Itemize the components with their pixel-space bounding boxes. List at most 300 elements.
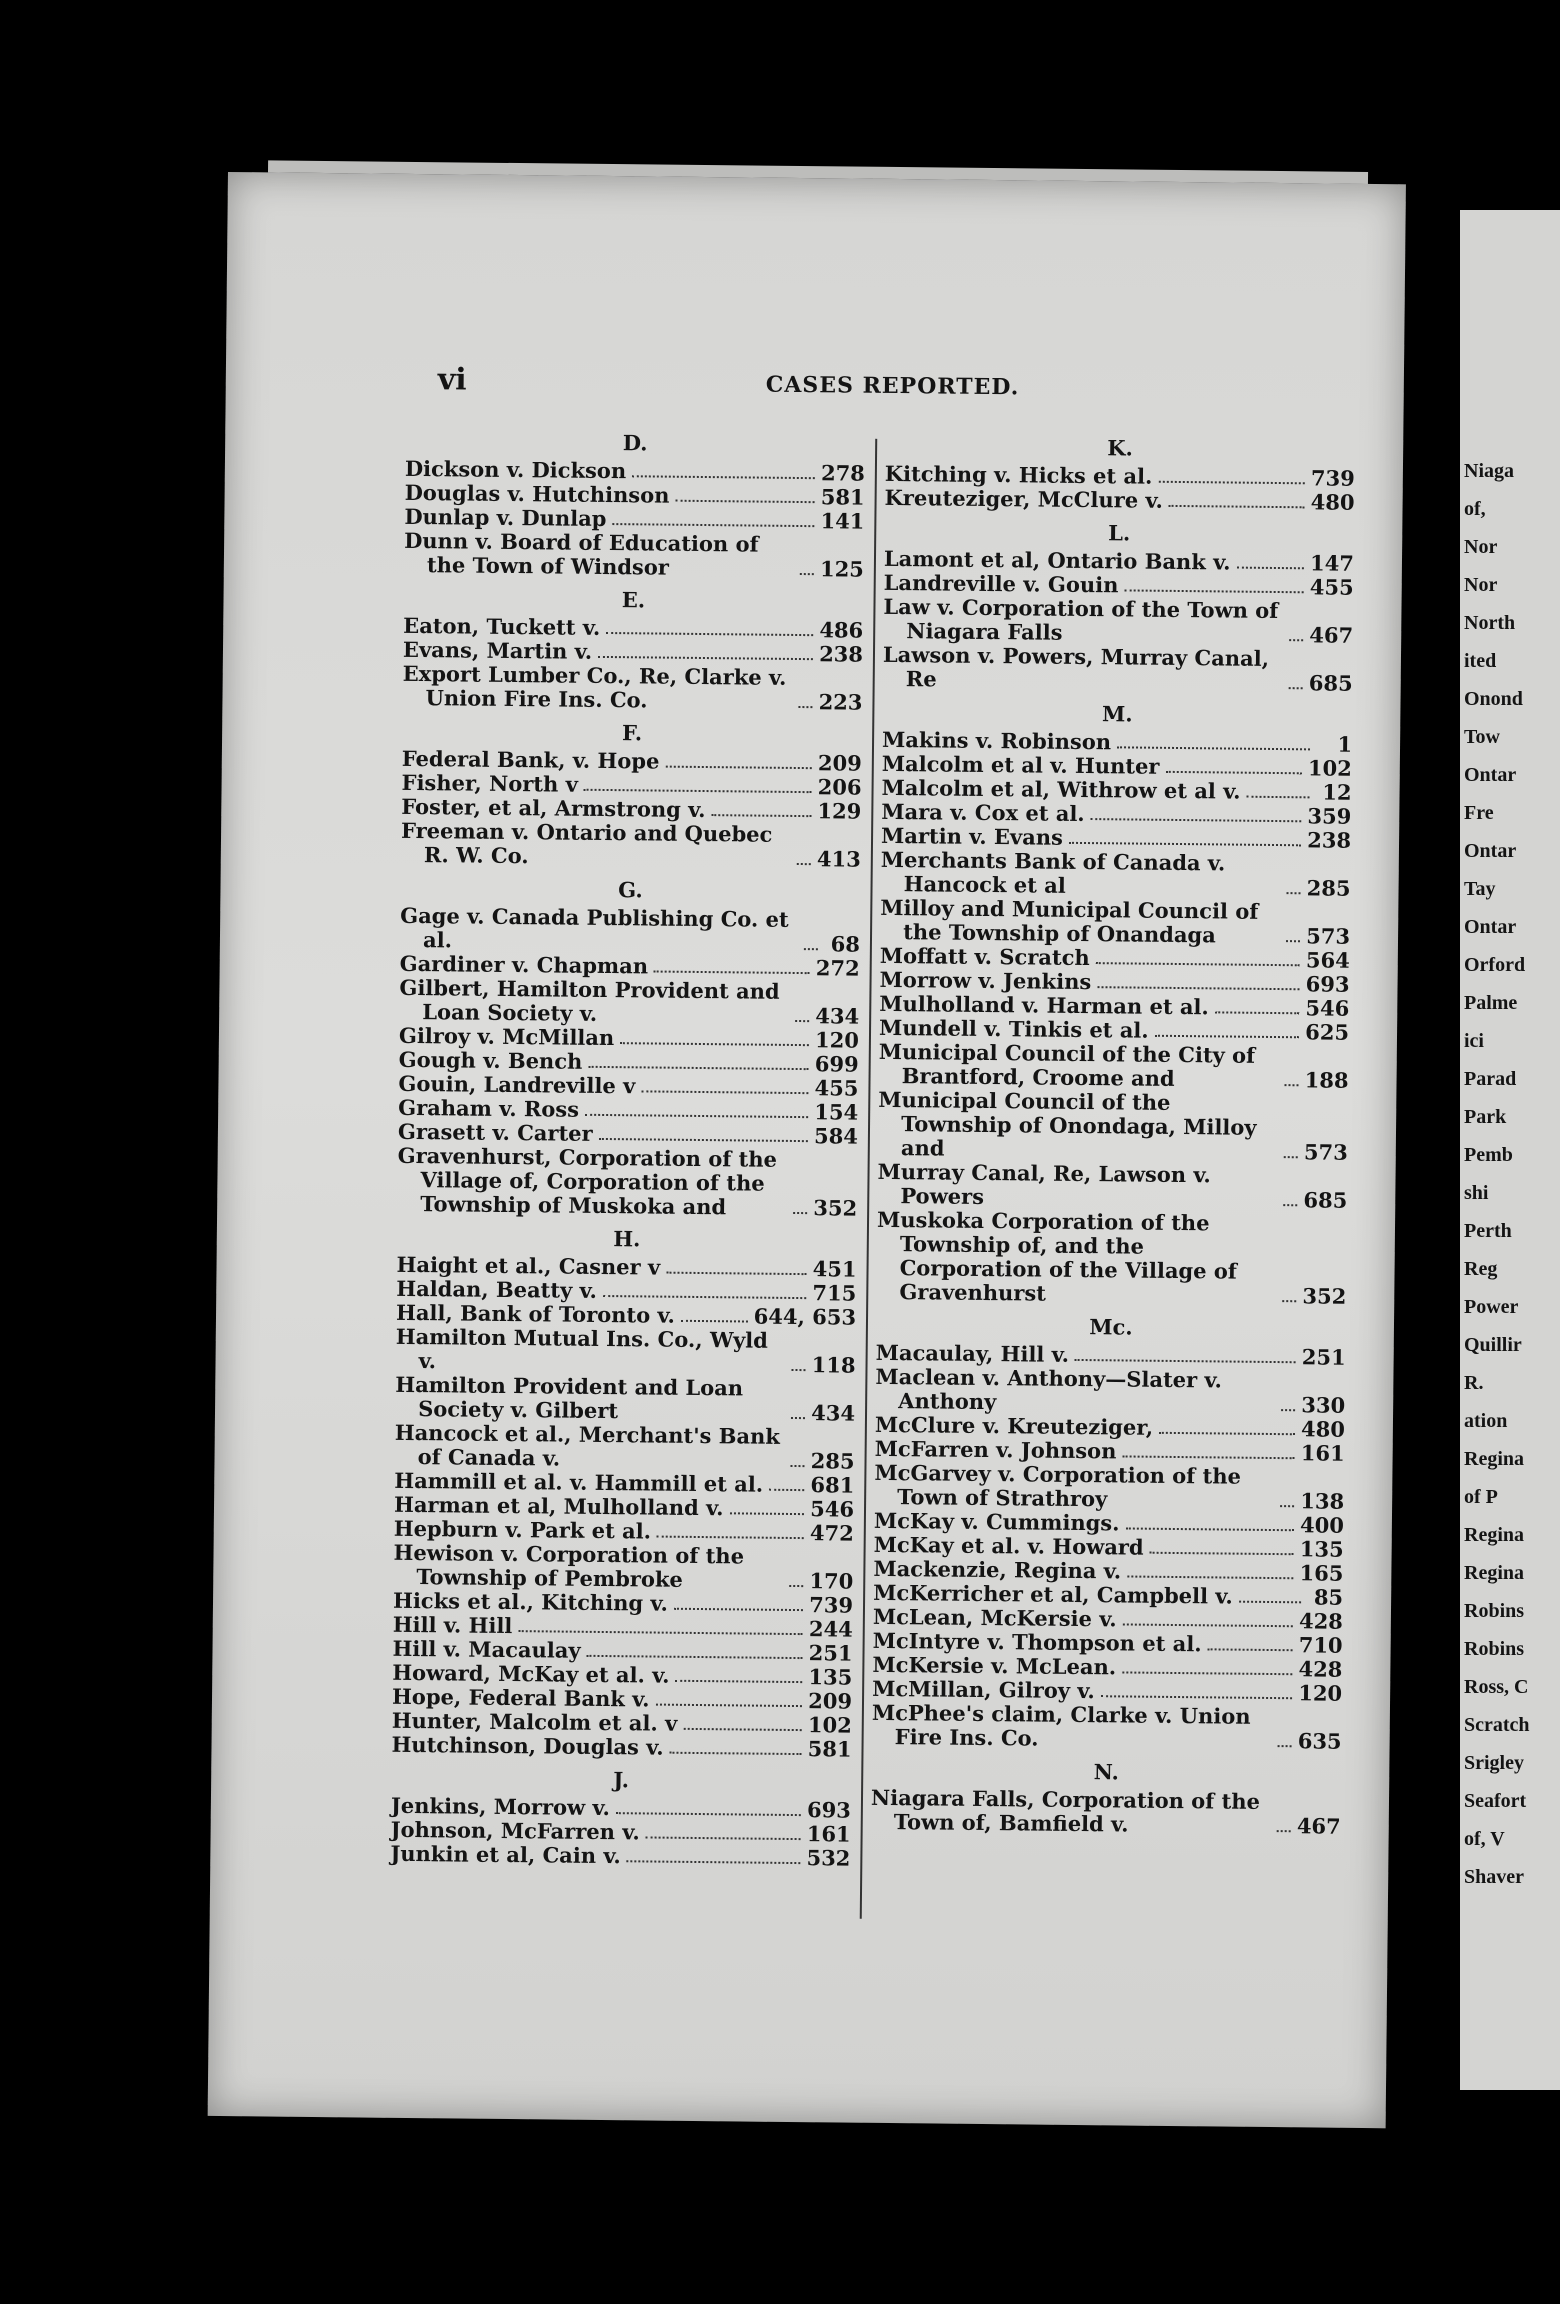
page-header [226,360,1404,412]
dot-leader [1236,567,1304,570]
adjacent-page-text: Ross, C [1464,1676,1529,1698]
case-name: Martin v. Evans [880,822,1064,850]
page-number: 251 [808,1640,853,1666]
page-number: 413 [816,846,861,872]
case-name: Kreuteziger, McClure v. [884,484,1163,513]
page-number: 693 [1305,971,1350,997]
case-name: Murray Canal, Re, Lawson v. Powers [877,1158,1211,1209]
adjacent-page-text: Reg [1464,1258,1498,1280]
section-letter: E. [621,587,646,613]
case-name: Law v. Corporation of the Town of Niagara Falls [883,593,1279,645]
case-entry [401,819,861,872]
page-number: 170 [809,1568,854,1594]
case-name: Mackenzie, Regina v. [873,1555,1122,1584]
adjacent-page-text: ici [1464,1030,1484,1052]
case-entry [874,1461,1344,1514]
page-number: 434 [815,1003,860,1029]
adjacent-page-text: Ontar [1464,764,1517,786]
dot-leader [606,632,813,636]
page-number: 644, 653 [753,1303,857,1330]
page-number: 685 [1308,670,1353,696]
dot-leader [791,1465,805,1467]
case-name: McIntyre v. Thompson et al. [872,1627,1202,1657]
section-letter: D. [622,430,648,456]
section-letter: G. [618,877,643,903]
dot-leader [1125,1527,1294,1531]
case-name: Mulholland v. Harman et al. [879,990,1209,1020]
case-entry [404,529,864,582]
page-number: 546 [1305,995,1350,1021]
adjacent-page-text: Power [1464,1296,1519,1318]
adjacent-page-text: North [1464,612,1516,634]
case-name: Gage v. Canada Publishing Co. et al. [400,902,789,953]
adjacent-page-text: Scratch [1464,1714,1530,1736]
dot-leader [1124,589,1303,593]
page-number: 581 [820,484,865,510]
case-name: Gouin, Landreville v [398,1070,636,1099]
case-name: Junkin et al, Cain v. [390,1840,621,1869]
adjacent-page-text: Regina [1464,1562,1524,1584]
section-letter: L. [1108,520,1131,546]
dot-leader [1122,1671,1292,1675]
index-section [884,433,1355,515]
dot-leader [585,1114,808,1118]
adjacent-page-text: Perth [1464,1220,1512,1242]
left-column [390,422,865,1879]
dot-leader [598,656,813,660]
page-number: 238 [1307,827,1352,853]
page-number: 161 [806,1821,851,1847]
case-name: Hutchinson, Douglas v. [391,1731,664,1760]
case-name: Lamont et al, Ontario Bank v. [883,545,1231,575]
case-name: Gilroy v. McMillan [398,1022,615,1051]
section-letter: J. [613,1767,630,1793]
page-number: 428 [1298,1608,1344,1634]
dot-leader [616,1812,801,1816]
case-name: Hope, Federal Bank v. [391,1683,650,1712]
case-name: McKerricher et al, Campbell v. [873,1579,1233,1609]
case-name: Gardiner v. Chapman [399,950,649,979]
dot-leader [676,1680,803,1683]
index-section [871,1757,1342,1839]
case-name: Hill v. Macaulay [392,1635,581,1663]
case-entry [878,1088,1349,1165]
dot-leader [632,475,815,479]
page-number: 480 [1310,489,1355,515]
page-number: 141 [820,508,865,534]
adjacent-page-text: Park [1464,1106,1507,1128]
page-number: 685 [1303,1187,1348,1213]
case-entry [883,643,1353,696]
page-number: 699 [814,1051,859,1077]
page-folio: vi [437,362,467,398]
case-name: Municipal Council of the Township of Onondaga, Milloy and [878,1086,1257,1161]
dot-leader [612,523,814,527]
index-section [883,518,1355,696]
page-number: 147 [1309,550,1355,576]
page-number: 154 [814,1099,859,1125]
dot-leader [1101,1695,1293,1699]
dot-leader [769,1489,804,1491]
case-name: Moffatt v. Scratch [879,942,1090,971]
case-name: Haldan, Beatty v. [396,1275,598,1303]
page-number: 330 [1301,1392,1346,1418]
page-number: 206 [817,774,862,800]
case-name: Hewison v. Corporation of the Township of Pembroke [393,1539,745,1592]
running-title: CASES REPORTED. [765,371,1020,401]
dot-leader [641,1090,808,1094]
case-entry [390,1842,850,1871]
case-entry [875,1365,1345,1418]
page-number: 188 [1304,1067,1349,1093]
case-entry [399,976,859,1029]
case-name: Dickson v. Dickson [404,455,627,484]
page-number: 118 [811,1352,856,1378]
dot-leader [1289,687,1303,689]
page-number: 480 [1300,1416,1346,1442]
adjacent-page-text: Nor [1464,574,1498,596]
page-number: 285 [810,1448,855,1474]
case-name: Evans, Martin v. [402,636,593,664]
dot-leader [1150,1552,1294,1556]
page-number: 434 [811,1400,856,1426]
case-name: Hamilton Mutual Ins. Co., Wyld v. [395,1323,769,1374]
dot-leader [804,948,818,950]
dot-leader [518,1630,803,1635]
page-number: 486 [819,617,864,643]
page-number: 209 [808,1688,853,1714]
case-name: McGarvey v. Corporation of the Town of Strathroy [874,1459,1242,1512]
case-name: Kitching v. Hicks et al. [884,460,1153,489]
page-number: 102 [1307,755,1352,781]
case-name: Merchants Bank of Canada v. Hancock et al [880,846,1226,898]
case-name: Johnson, McFarren v. [390,1816,640,1845]
page-number: 710 [1298,1632,1343,1658]
case-entry [880,848,1350,901]
dot-leader [1169,505,1305,508]
page-number: 85 [1313,1584,1344,1610]
dot-leader [599,1138,808,1142]
dot-leader [588,1066,809,1070]
case-name: Jenkins, Morrow v. [390,1792,611,1821]
dot-leader [1069,842,1301,846]
case-name: McKay et al. v. Howard [873,1531,1144,1560]
page-number: 135 [1299,1536,1344,1562]
page-number: 693 [806,1797,852,1823]
case-entry [880,896,1350,949]
section-letter: F. [621,720,643,746]
page-number: 238 [819,641,864,667]
adjacent-page-text: Quillir [1464,1334,1522,1356]
page-number: 546 [810,1496,855,1522]
case-name: Gilbert, Hamilton Provident and Loan Society v. [399,974,780,1026]
dot-leader [1208,1648,1293,1651]
dot-leader [712,814,812,817]
page-number: 625 [1305,1019,1350,1045]
dot-leader [1283,1204,1297,1206]
dot-leader [654,971,810,975]
dot-leader [1239,1601,1301,1604]
dot-leader [657,1536,804,1540]
dot-leader [584,789,812,793]
adjacent-page-text: Tay [1464,878,1496,900]
page-number: 209 [817,750,862,776]
adjacent-page-text: ited [1464,650,1497,672]
case-name: Hepburn v. Park et al. [393,1515,652,1544]
case-name: McLean, McKersie v. [872,1603,1117,1632]
adjacent-page-text: Robins [1464,1600,1525,1622]
dot-leader [1096,962,1300,966]
dot-leader [1285,1084,1299,1086]
adjacent-page-text: of P [1464,1486,1498,1508]
case-name: Foster, et al, Armstrong v. [401,793,706,823]
page-number: 581 [807,1736,852,1762]
case-name: Morrow v. Jenkins [879,966,1092,995]
case-name: Dunn v. Board of Education of the Town of Windsor [404,527,759,580]
adjacent-page-text: Palme [1464,992,1518,1014]
page-number: 352 [813,1195,858,1221]
dot-leader [1075,1359,1296,1363]
dot-leader [729,1512,804,1515]
case-name: Macaulay, Hill v. [875,1339,1070,1367]
case-name: Federal Bank, v. Hope [401,745,660,774]
dot-leader [1287,892,1301,894]
case-name: Municipal Council of the City of Brantford, Croome and [878,1038,1256,1091]
page-number: 223 [818,689,863,715]
case-name: Landreville v. Gouin [883,569,1119,598]
adjacent-page-text: Ontar [1464,916,1517,938]
adjacent-page-edge [1460,210,1560,2090]
dot-leader [1159,1432,1295,1435]
dot-leader [1289,639,1303,641]
case-entry [394,1421,854,1474]
dot-leader [799,706,813,708]
adjacent-page-text: of, V [1464,1828,1505,1850]
case-entry [884,486,1354,515]
page-number: 68 [830,931,861,957]
index-section [404,428,866,582]
dot-leader [646,1836,801,1840]
case-name: Freeman v. Ontario and Quebec R. W. Co. [400,817,773,869]
section-letter: M. [1101,701,1133,727]
adjacent-page-text: R. [1464,1372,1484,1394]
case-name: McMillan, Gilroy v. [872,1675,1095,1704]
page-number: 573 [1303,1139,1348,1165]
page-number: 400 [1299,1512,1345,1538]
page-number: 272 [815,955,860,981]
adjacent-page-text: Parad [1464,1068,1517,1090]
page-number: 359 [1307,803,1352,829]
case-name: Malcolm et al, Withrow et al v. [881,774,1241,804]
page-number: 739 [809,1592,854,1618]
dot-leader [666,1272,807,1275]
page-number: 564 [1305,947,1350,973]
case-name: Malcolm et al v. Hunter [881,750,1160,779]
dot-leader [1281,1409,1295,1411]
page-number: 352 [1302,1283,1347,1309]
case-name: Grasett v. Carter [397,1118,593,1146]
dot-leader [670,1752,802,1755]
section-letter: K. [1107,435,1134,461]
case-name: Howard, McKay et al. v. [392,1659,670,1688]
case-entry [395,1373,855,1426]
case-entry [395,1325,855,1378]
index-section [872,1312,1347,1754]
adjacent-page-text: of, [1464,498,1486,520]
case-name: Gough v. Bench [398,1046,583,1074]
adjacent-page-text: Robins [1464,1638,1525,1660]
dot-leader [1122,1455,1294,1459]
dot-leader [683,1728,802,1731]
adjacent-page-text: Orford [1464,954,1526,976]
dot-leader [793,1212,807,1214]
case-name: Mundell v. Tinkis et al. [878,1014,1149,1043]
case-name: Hancock et al., Merchant's Bank of Canada v. [394,1419,781,1471]
page-number: 584 [813,1123,859,1149]
case-entry [876,1208,1347,1309]
case-name: Lawson v. Powers, Murray Canal, Re [882,641,1270,692]
page-number: 467 [1296,1813,1341,1839]
index-section [402,585,863,715]
page-top-edge [268,160,1368,184]
dot-leader [1127,1575,1293,1579]
dot-leader [620,1042,809,1046]
book-page [208,172,1406,2128]
dot-leader [1123,1623,1293,1627]
dot-leader [587,1655,803,1659]
index-section [391,1224,857,1762]
case-name: McClure v. Kreuteziger, [874,1411,1154,1440]
case-name: Eaton, Tuckett v. [403,612,601,640]
dot-leader [797,863,811,865]
case-entry [391,1733,851,1762]
case-name: McKay v. Cummings. [873,1507,1120,1536]
dot-leader [1165,771,1302,774]
adjacent-page-text: Regina [1464,1524,1524,1546]
adjacent-page-text: Shaver [1464,1866,1524,1888]
case-entry [393,1541,853,1594]
case-entry [402,662,862,715]
page-number: 12 [1322,779,1352,805]
adjacent-page-text: Regina [1464,1448,1524,1470]
case-name: Harman et al, Mulholland v. [393,1491,724,1521]
section-letter: H. [613,1226,641,1252]
page-number: 285 [1306,875,1351,901]
page-number: 681 [810,1472,855,1498]
page-number: 165 [1299,1560,1344,1586]
case-name: McPhee's claim, Clarke v. Union Fire Ins. Co. [871,1699,1251,1751]
page-number: 138 [1300,1488,1345,1514]
page-number: 739 [1310,465,1355,491]
page-number: 102 [807,1712,852,1738]
page-number: 635 [1297,1728,1342,1754]
adjacent-page-text: Tow [1464,726,1500,748]
dot-leader [1277,1830,1291,1832]
case-entry [871,1786,1341,1839]
case-name: Hammill et al. v. Hammill et al. [394,1467,764,1497]
dot-leader [1247,796,1310,799]
page-number: 129 [817,798,862,824]
adjacent-page-text: ation [1464,1410,1508,1432]
index-section [401,718,863,872]
page-number: 1 [1337,731,1353,757]
page-number: 244 [808,1616,853,1642]
dot-leader [665,766,812,770]
case-name: Mara v. Cox et al. [881,798,1085,827]
dot-leader [1097,986,1299,990]
case-entry [883,595,1353,648]
adjacent-page-text: Fre [1464,802,1494,824]
case-name: Hunter, Malcolm et al. v [391,1707,678,1736]
dot-leader [1155,1035,1300,1039]
page-number: 120 [1298,1680,1343,1706]
dot-leader [800,573,814,575]
dot-leader [791,1417,805,1419]
dot-leader [603,1295,807,1299]
case-name: Maclean v. Anthony—Slater v. Anthony [875,1363,1223,1415]
dot-leader [1117,746,1310,750]
index-section [876,699,1352,1309]
page-number: 455 [1309,574,1354,600]
adjacent-page-text: Niaga [1464,460,1514,482]
section-letter: N. [1093,1759,1120,1785]
case-entry [878,1040,1348,1093]
page-number: 251 [1301,1344,1346,1370]
index-section [390,1765,851,1871]
page-number: 467 [1309,622,1354,648]
case-name: Dunlap v. Dunlap [404,503,607,531]
case-name: Haight et al., Casner v [396,1251,661,1280]
page-number: 472 [809,1520,854,1546]
adjacent-page-text: Srigley [1464,1752,1524,1774]
adjacent-page-text: Nor [1464,536,1498,558]
case-name: Makins v. Robinson [881,726,1112,755]
case-name: Hall, Bank of Toronto v. [395,1299,676,1328]
adjacent-page-text: shi [1464,1182,1489,1204]
case-entry [400,904,860,957]
case-name: Douglas v. Hutchinson [404,479,670,508]
case-entry [877,1160,1347,1213]
page-number: 161 [1300,1440,1345,1466]
dot-leader [789,1585,803,1587]
case-name: Hill v. Hill [392,1611,513,1639]
dot-leader [1286,940,1300,942]
case-name: Fisher, North v [401,769,578,797]
case-name: Gravenhurst, Corporation of the Village of, Corporation of the Township of Muskoka and [397,1142,778,1220]
adjacent-page-text: Onond [1464,688,1523,710]
case-name: Muskoka Corporation of the Township of, and the Corporation of the Village of Gravenhurst [876,1206,1238,1306]
adjacent-page-text: Ontar [1464,840,1517,862]
adjacent-page-text: Seafort [1464,1790,1527,1812]
page-number: 278 [820,460,866,486]
page-number: 125 [819,556,865,582]
case-name: Hamilton Provident and Loan Society v. Gilbert [395,1371,744,1424]
page-number: 451 [812,1256,857,1282]
dot-leader [792,1369,806,1371]
dot-leader [627,1860,801,1864]
section-letter: Mc. [1089,1314,1133,1340]
case-name: Hicks et al., Kitching v. [392,1587,668,1616]
page-number: 532 [806,1845,851,1871]
case-name: Graham v. Ross [398,1094,580,1122]
dot-leader [1091,818,1302,822]
case-entry [397,1144,858,1221]
page-number: 573 [1306,923,1351,949]
dot-leader [655,1704,802,1708]
adjacent-page-text: Pemb [1464,1144,1513,1166]
index-section [397,875,861,1221]
dot-leader [675,500,814,503]
